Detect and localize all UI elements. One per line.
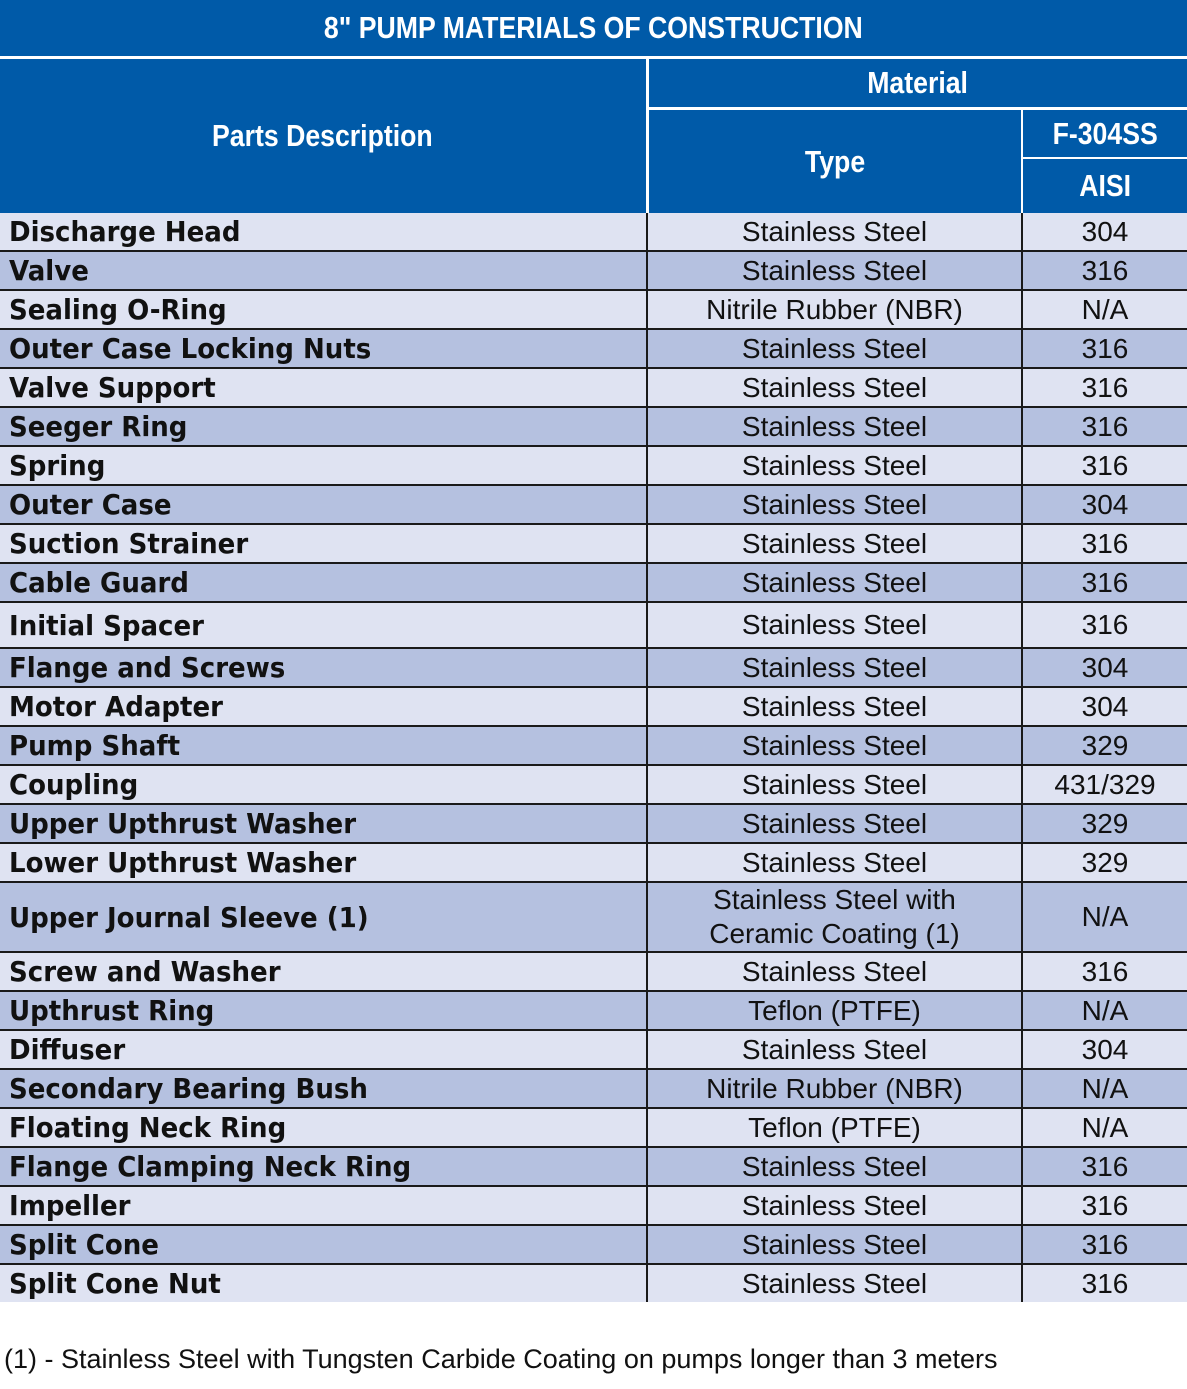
table-row (0, 407, 1187, 446)
aisi-grade: 316 (1022, 251, 1187, 290)
material-type: Stainless Steel (647, 446, 1022, 485)
aisi-grade: 316 (1022, 329, 1187, 368)
aisi-grade: N/A (1022, 1069, 1187, 1108)
part-name: Initial Spacer (0, 602, 647, 648)
part-name: Outer Case (0, 485, 647, 524)
part-name: Upthrust Ring (0, 991, 647, 1030)
part-name: Valve Support (0, 368, 647, 407)
table-row (0, 1069, 1187, 1108)
aisi-grade: 316 (1022, 1225, 1187, 1264)
aisi-grade: 329 (1022, 843, 1187, 882)
part-name: Motor Adapter (0, 687, 647, 726)
table-row (0, 446, 1187, 485)
material-type: Stainless Steel (647, 804, 1022, 843)
aisi-grade: 316 (1022, 1186, 1187, 1225)
table-row (0, 602, 1187, 648)
material-type: Stainless Steel (647, 602, 1022, 648)
material-type: Stainless Steel (647, 485, 1022, 524)
aisi-grade: 304 (1022, 1030, 1187, 1069)
part-name: Upper Journal Sleeve (1) (0, 882, 647, 952)
material-type-line-2: Ceramic Coating (1) (709, 918, 960, 949)
part-name: Screw and Washer (0, 952, 647, 991)
part-name: Floating Neck Ring (0, 1108, 647, 1147)
table-row (0, 882, 1187, 952)
table-row (0, 1108, 1187, 1147)
table-title: 8" PUMP MATERIALS OF CONSTRUCTION (0, 0, 1187, 58)
material-type: Teflon (PTFE) (647, 1108, 1022, 1147)
material-type: Stainless Steel (647, 843, 1022, 882)
part-name: Spring (0, 446, 647, 485)
aisi-grade: 316 (1022, 446, 1187, 485)
material-type: Stainless Steel (647, 213, 1022, 251)
part-name: Cable Guard (0, 563, 647, 602)
part-name: Flange and Screws (0, 648, 647, 687)
material-type: Stainless Steel (647, 1264, 1022, 1302)
material-type: Stainless Steel (647, 1030, 1022, 1069)
part-name: Outer Case Locking Nuts (0, 329, 647, 368)
part-name: Secondary Bearing Bush (0, 1069, 647, 1108)
aisi-grade: 304 (1022, 687, 1187, 726)
aisi-grade: 316 (1022, 563, 1187, 602)
aisi-grade: 431/329 (1022, 765, 1187, 804)
aisi-grade: 316 (1022, 524, 1187, 563)
material-type: Stainless Steel (647, 1225, 1022, 1264)
part-name: Flange Clamping Neck Ring (0, 1147, 647, 1186)
aisi-grade: 304 (1022, 485, 1187, 524)
material-type: Stainless Steel (647, 687, 1022, 726)
table-row (0, 251, 1187, 290)
header-f304ss: F-304SS (1022, 109, 1187, 159)
table-row (0, 290, 1187, 329)
material-type: Stainless Steel (647, 524, 1022, 563)
aisi-grade: N/A (1022, 991, 1187, 1030)
aisi-grade: 304 (1022, 213, 1187, 251)
material-type: Stainless Steel (647, 648, 1022, 687)
aisi-grade: 304 (1022, 648, 1187, 687)
aisi-grade: 329 (1022, 726, 1187, 765)
aisi-grade: 329 (1022, 804, 1187, 843)
table-row (0, 1225, 1187, 1264)
header-type: Type (647, 109, 1022, 214)
aisi-grade: 316 (1022, 952, 1187, 991)
table-row (0, 726, 1187, 765)
part-name: Seeger Ring (0, 407, 647, 446)
part-name: Suction Strainer (0, 524, 647, 563)
part-name: Impeller (0, 1186, 647, 1225)
material-type: Stainless Steel (647, 329, 1022, 368)
material-type (647, 882, 1022, 952)
table-row (0, 1147, 1187, 1186)
table-row (0, 368, 1187, 407)
aisi-grade: 316 (1022, 1264, 1187, 1302)
aisi-grade: N/A (1022, 882, 1187, 952)
material-type: Stainless Steel (647, 726, 1022, 765)
material-type: Stainless Steel (647, 952, 1022, 991)
material-type: Stainless Steel (647, 407, 1022, 446)
part-name: Pump Shaft (0, 726, 647, 765)
aisi-grade: N/A (1022, 1108, 1187, 1147)
table-row (0, 843, 1187, 882)
part-name: Discharge Head (0, 213, 647, 251)
aisi-grade: N/A (1022, 290, 1187, 329)
aisi-grade: 316 (1022, 1147, 1187, 1186)
header-aisi: AISI (1022, 158, 1187, 213)
table-row (0, 952, 1187, 991)
table-row (0, 1030, 1187, 1069)
footnote: (1) - Stainless Steel with Tungsten Carbide Coating on pumps longer than 3 meters (4, 1344, 998, 1374)
part-name: Upper Upthrust Washer (0, 804, 647, 843)
material-type: Stainless Steel (647, 563, 1022, 602)
material-type: Stainless Steel (647, 1147, 1022, 1186)
table-row (0, 687, 1187, 726)
part-name: Diffuser (0, 1030, 647, 1069)
table-row (0, 991, 1187, 1030)
table-row (0, 213, 1187, 251)
material-type: Stainless Steel (647, 251, 1022, 290)
material-type: Nitrile Rubber (NBR) (647, 290, 1022, 329)
aisi-grade: 316 (1022, 407, 1187, 446)
table-row (0, 524, 1187, 563)
header-parts-description: Parts Description (0, 58, 647, 214)
table-row (0, 765, 1187, 804)
part-name: Lower Upthrust Washer (0, 843, 647, 882)
material-type-line-1: Stainless Steel with (713, 884, 956, 915)
aisi-grade: 316 (1022, 602, 1187, 648)
material-type: Stainless Steel (647, 1186, 1022, 1225)
table-row (0, 329, 1187, 368)
table-row (0, 485, 1187, 524)
material-type: Nitrile Rubber (NBR) (647, 1069, 1022, 1108)
part-name: Valve (0, 251, 647, 290)
part-name: Split Cone Nut (0, 1264, 647, 1302)
header-material: Material (647, 58, 1187, 109)
table-row (0, 563, 1187, 602)
table-row (0, 1186, 1187, 1225)
part-name: Split Cone (0, 1225, 647, 1264)
table-row (0, 1264, 1187, 1302)
material-type: Stainless Steel (647, 368, 1022, 407)
table-row (0, 804, 1187, 843)
aisi-grade: 316 (1022, 368, 1187, 407)
material-type: Stainless Steel (647, 765, 1022, 804)
table-row (0, 648, 1187, 687)
part-name: Sealing O-Ring (0, 290, 647, 329)
material-type: Teflon (PTFE) (647, 991, 1022, 1030)
part-name: Coupling (0, 765, 647, 804)
